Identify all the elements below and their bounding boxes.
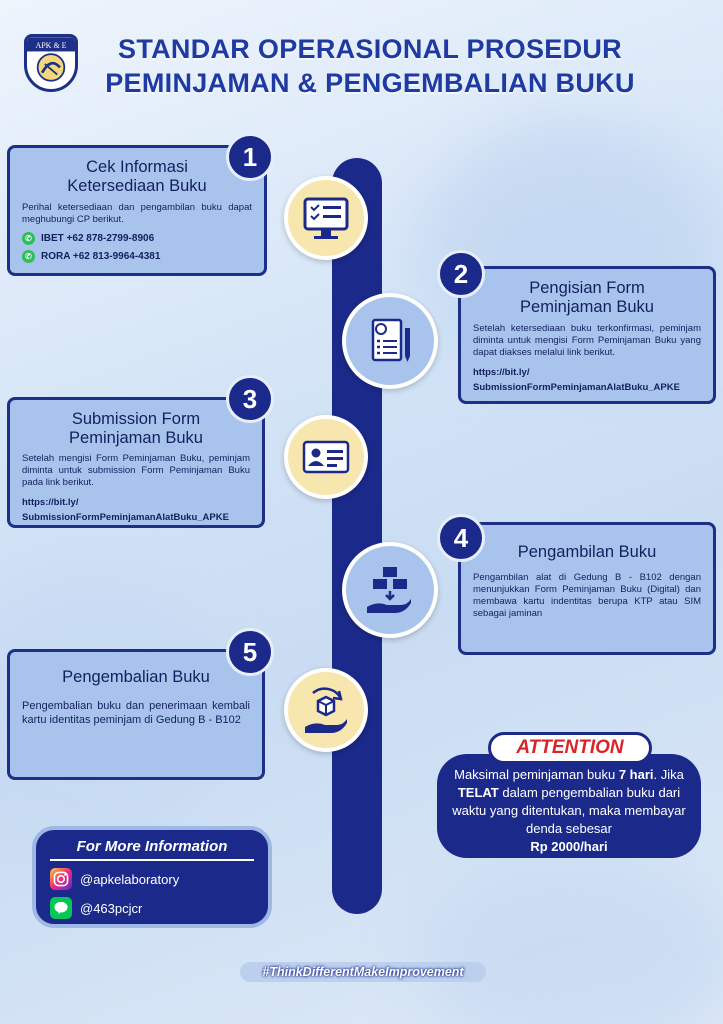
- more-info-panel: [32, 826, 272, 928]
- step-4-number: 4: [437, 514, 485, 562]
- step-5-number: 5: [226, 628, 274, 676]
- contact-rora-text: RORA +62 813-9964-4381: [41, 251, 161, 262]
- step-4-title: Pengambilan Buku: [517, 543, 657, 561]
- step-1-number: 1: [226, 133, 274, 181]
- step-4-icon-circle: [342, 542, 438, 638]
- whatsapp-icon: ✆: [22, 232, 35, 245]
- step-3-body: Setelah mengisi Form Peminjaman Buku, peminjam diminta untuk submission Form Peminjaman Buku pada link berikut.: [22, 453, 250, 488]
- attention-text: Maksimal peminjaman buku: [454, 767, 619, 782]
- whatsapp-icon: ✆: [22, 250, 35, 263]
- attention-text: dalam pengembalian buku dari waktu yang ditentukan, maka membayar denda sebesar: [452, 785, 686, 836]
- step-4-body: Pengambilan alat di Gedung B - B102 dengan menunjukkan Form Peminjaman Buku (Digital) dan membawa kartu indentitas berupa KTP atau SIM sebagai jaminan: [473, 572, 701, 619]
- step-2-body: Setelah ketersediaan buku terkonfirmasi, peminjam diminta untuk mengisi Form Peminjaman Buku yang dapat diakses melalui link berikut.: [473, 323, 701, 358]
- attention-text: . Jika: [653, 767, 684, 782]
- instagram-icon: [50, 868, 72, 890]
- step-4-card: [458, 522, 716, 655]
- attention-late: TELAT: [457, 785, 499, 800]
- step-5-body: Pengembalian buku dan penerimaan kembali kartu identitas peminjam di Gedung B - B102: [22, 700, 250, 726]
- step-2-number: 2: [437, 250, 485, 298]
- id-card-icon: [299, 430, 353, 484]
- hand-return-box-icon: [299, 683, 353, 737]
- bg-blob: [420, 860, 723, 1024]
- page-title-line2: PEMINJAMAN & PENGEMBALIAN BUKU: [105, 68, 635, 98]
- step-2-title: Pengisian Form Peminjaman Buku: [520, 279, 654, 316]
- step-3-link[interactable]: https://bit.ly/ SubmissionFormPeminjamanAlatBuku_APKE: [22, 497, 229, 523]
- attention-fine: Rp 2000/hari: [530, 839, 608, 854]
- apke-logo: [24, 34, 78, 92]
- contact-rora[interactable]: [22, 250, 252, 263]
- step-1-icon-circle: [284, 176, 368, 260]
- instagram-handle: @apkelaboratory: [80, 871, 180, 887]
- computer-checklist-icon: [299, 191, 353, 245]
- instagram-link[interactable]: [50, 868, 254, 890]
- step-1-body: Perihal ketersediaan dan pengambilan buku dapat meghubungi CP berikut.: [22, 202, 252, 225]
- step-2-link[interactable]: https://bit.ly/ SubmissionFormPeminjamanAlatBuku_APKE: [473, 367, 680, 393]
- timeline-spine: [332, 158, 382, 914]
- line-icon: [50, 897, 72, 919]
- hashtag-banner: #ThinkDifferentMakeImprovement: [240, 962, 486, 982]
- step-3-card: [7, 397, 265, 528]
- attention-days: 7 hari: [618, 767, 654, 782]
- form-pencil-icon: [363, 314, 417, 368]
- attention-box: [437, 754, 701, 858]
- line-link[interactable]: [50, 897, 254, 919]
- step-2-card: [458, 266, 716, 404]
- line-handle: @463pcjcr: [80, 900, 143, 916]
- step-1-title: Cek Informasi Ketersediaan Buku: [67, 158, 207, 195]
- contact-ibet[interactable]: [22, 232, 252, 245]
- hand-boxes-icon: [363, 563, 417, 617]
- step-5-title: Pengembalian Buku: [62, 668, 210, 686]
- step-3-icon-circle: [284, 415, 368, 499]
- step-5-card: [7, 649, 265, 780]
- logo-text: APK & E: [35, 40, 67, 50]
- page-title-line1: STANDAR OPERASIONAL PROSEDUR: [118, 34, 622, 64]
- step-2-icon-circle: [342, 293, 438, 389]
- step-5-icon-circle: [284, 668, 368, 752]
- more-info-title: For More Information: [50, 838, 254, 861]
- step-3-title: Submission Form Peminjaman Buku: [69, 410, 203, 447]
- attention-badge: ATTENTION: [488, 732, 652, 764]
- contact-ibet-text: IBET +62 878-2799-8906: [41, 233, 155, 244]
- step-3-number: 3: [226, 375, 274, 423]
